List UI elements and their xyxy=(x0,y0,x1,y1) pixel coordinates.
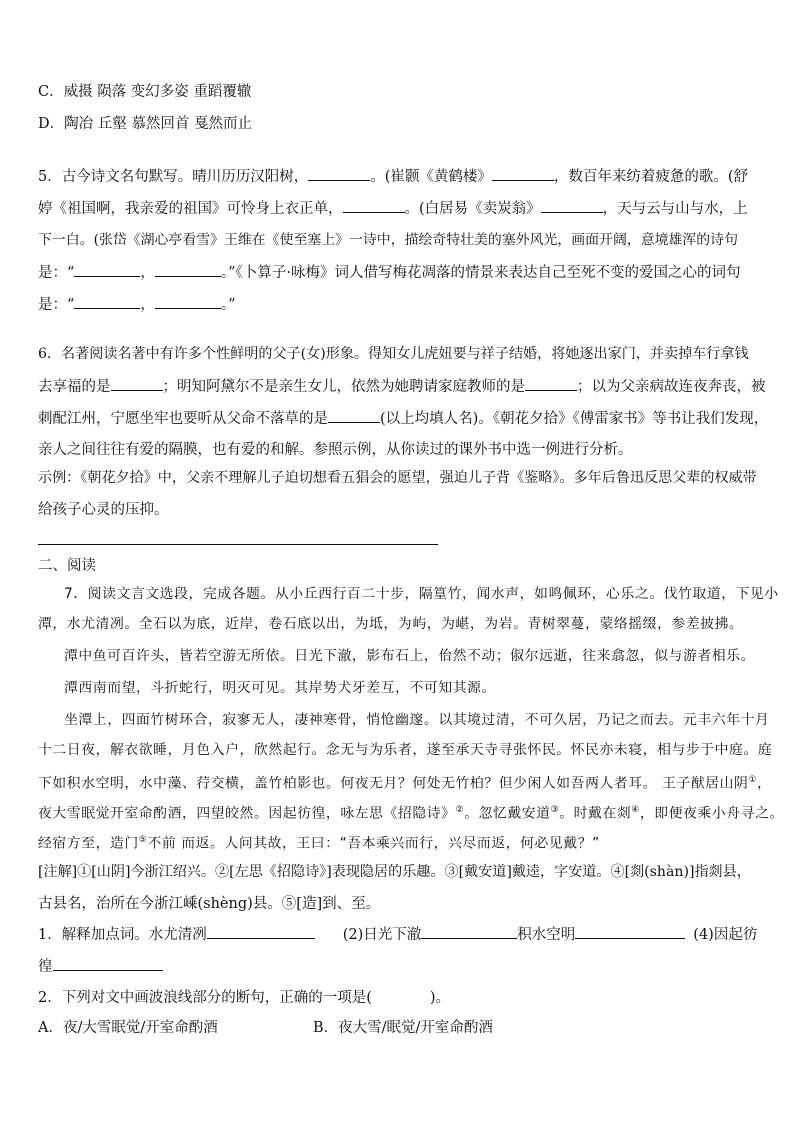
option-d: D．陶冶 丘壑 慕然回首 戛然而止 xyxy=(38,116,252,132)
q5-line-4 xyxy=(38,262,758,283)
question-text: )。 xyxy=(429,990,451,1006)
q6-line-4: 亲人之间往往有爱的隔膜，也有爱的和解。参照示例，从你读过的课外书中选一例进行分析。 xyxy=(38,442,633,458)
passage-line-8 xyxy=(38,800,784,824)
q5-line-2 xyxy=(38,198,758,219)
q6-line-3 xyxy=(38,408,769,429)
answer-blank[interactable] xyxy=(492,166,554,181)
q6-text: (以上均填人名)。《朝花夕拾》《傅雷家书》等书让我们发现， xyxy=(380,411,769,427)
q5-text: ， xyxy=(140,265,155,281)
notes-line-1: [注解]①[山阴]今浙江绍兴。②[左思《招隐诗》]表现隐居的乐趣。③[戴安道]戴逵，字安道。④[剡(shàn)]指剡县， xyxy=(38,864,751,880)
answer-blank[interactable] xyxy=(155,294,221,309)
q6-text: ；以为父亲病故连夜奔丧，被 xyxy=(577,379,766,395)
question-text: 1．解释加点词。水尤清冽 xyxy=(38,927,207,943)
passage-text: 夜大雪眠觉开室命酌酒，四望皎然。因起彷徨，咏左思《招隐诗》 xyxy=(38,805,456,822)
passage-text: 。时戴在剡 xyxy=(559,805,632,822)
option-a[interactable]: A．夜/大雪眠觉/开室命酌酒 xyxy=(38,1020,218,1036)
answer-blank[interactable] xyxy=(74,262,140,277)
passage-text: ， xyxy=(757,775,772,792)
passage-text: 经宿方至，造门 xyxy=(38,835,139,852)
passage-line-1: 7．阅读文言文选段，完成各题。从小丘西行百二十步，隔篁竹，闻水声，如鸣佩环，心乐之。伐竹取道，下见小 xyxy=(64,586,779,602)
section-divider xyxy=(38,544,438,545)
q6-line-2 xyxy=(38,376,766,397)
answer-blank[interactable] xyxy=(328,408,380,423)
q5-text: 。”《卜算子·咏梅》词人借写梅花凋落的情景来表达自己至死不变的爱国之心的词句 xyxy=(220,265,741,281)
q5-text: 5．古今诗文名句默写。晴川历历汉阳树， xyxy=(38,169,309,185)
answer-blank[interactable] xyxy=(541,198,603,213)
footnote-mark: ⑤ xyxy=(138,835,148,845)
passage-text: ，即便夜乘小舟寻之。 xyxy=(639,805,784,822)
answer-blank[interactable] xyxy=(575,924,685,939)
question-2 xyxy=(38,988,758,1008)
passage-line-7 xyxy=(38,770,772,794)
question-text: 积水空明 xyxy=(517,927,576,943)
passage-line-2: 潭，水尤清冽。全石以为底，近岸，卷石底以出，为坻，为屿，为嵁，为岩。青树翠蔓，蒙络摇缀，参差披拂。 xyxy=(38,616,744,632)
footnote-mark: ① xyxy=(748,775,758,785)
q5-text: ，天与云与山与水，上 xyxy=(602,201,748,217)
section-heading: 二、阅读 xyxy=(38,558,96,574)
question-text: (2)日光下澈 xyxy=(342,927,422,943)
footnote-mark: ④ xyxy=(631,805,640,815)
q5-text: 。” xyxy=(220,297,236,313)
answer-blank[interactable] xyxy=(308,166,370,181)
answer-blank[interactable] xyxy=(74,294,140,309)
footnote-mark: ② xyxy=(455,805,465,815)
passage-text: 不前 而返。人问其故，王曰：“吾本乘兴而行，兴尽而返，何必见戴？” xyxy=(147,835,600,852)
passage-line-6: 十二日夜，解衣欲睡，月色入户，欣然起行。念无与为乐者，遂至承天寺寻张怀民。怀民亦未寝，相与步于中庭。庭 xyxy=(38,742,773,758)
q5-line-3: 下一白。(张岱《湖心亭看雪》王维在《使至塞上》一诗中，描绘奇特壮美的塞外风光，画面开阔，意境雄浑的诗句 xyxy=(38,232,738,248)
answer-blank[interactable] xyxy=(111,376,163,391)
notes-line-2: 古县名，治所在今浙江嵊(shèng)县。⑤[造]到、至。 xyxy=(38,896,381,912)
passage-line-3: 潭中鱼可百许头，皆若空游无所依。日光下澈，影布石上，佁然不动；俶尔远逝，往来翕忽，似与游者相乐。 xyxy=(64,648,756,664)
answer-blank[interactable] xyxy=(421,924,517,939)
answer-blank[interactable] xyxy=(207,924,315,939)
q5-text: 婷《祖国啊，我亲爱的祖国》可怜身上衣正单， xyxy=(38,201,343,217)
q5-text: ，数百年来纺着疲惫的歌。(舒 xyxy=(553,169,749,185)
question-1-line-2 xyxy=(38,956,758,977)
q6-text: 去享福的是 xyxy=(38,379,111,395)
q6-text: 刺配江州，宁愿坐牢也要听从父命不落草的是 xyxy=(38,411,328,427)
option-c: C．威摄 陨落 变幻多姿 重蹈覆辙 xyxy=(38,84,252,100)
answer-blank[interactable] xyxy=(343,198,405,213)
answer-blank[interactable] xyxy=(53,956,163,971)
q6-example-2: 给孩子心灵的压抑。 xyxy=(38,502,169,518)
q5-line-5 xyxy=(38,294,758,315)
question-text: 徨 xyxy=(38,959,53,975)
q5-line-1 xyxy=(38,166,758,187)
option-b[interactable]: B．夜大雪/眠觉/开室命酌酒 xyxy=(313,1020,493,1036)
q5-text: 。(崔颢《黄鹤楼》 xyxy=(370,169,492,185)
question-text: (4)因起彷 xyxy=(693,927,758,943)
q5-text: 。(白居易《卖炭翁》 xyxy=(404,201,541,217)
options-ab xyxy=(38,1018,758,1038)
passage-line-5: 坐潭上，四面竹树环合，寂寥无人，凄神寒骨，悄怆幽邃。以其境过清，不可久居，乃记之而去。元丰六年十月 xyxy=(64,712,770,728)
question-text: 2．下列对文中画波浪线部分的断句，正确的一项是( xyxy=(38,990,372,1006)
q6-example-1: 示例：《朝花夕拾》中，父亲不理解儿子迫切想看五猖会的愿望，强迫儿子背《鉴略》。多年后鲁迅反思父辈的权威带 xyxy=(38,470,757,486)
passage-text: 。忽忆戴安道 xyxy=(464,805,551,822)
q5-text: ， xyxy=(140,297,155,313)
q6-line-1: 6．名著阅读名著中有许多个性鲜明的父子(女)形象。得知女儿虎妞要与祥子结婚，将她逐出家门，并卖掉车行拿钱 xyxy=(38,346,749,362)
passage-text: 下如积水空明，水中藻、荇交横，盖竹柏影也。何夜无月？何处无竹柏？但少闲人如吾两人者耳。 王子猷居山阴 xyxy=(38,775,749,792)
answer-blank[interactable] xyxy=(525,376,577,391)
question-1-line-1 xyxy=(38,924,758,945)
passage-line-9 xyxy=(38,830,758,854)
passage-line-4: 潭西南而望，斗折蛇行，明灭可见。其岸势犬牙差互，不可知其源。 xyxy=(64,680,496,696)
answer-blank[interactable] xyxy=(155,262,221,277)
footnote-mark: ③ xyxy=(550,805,560,815)
q5-text: 是：“ xyxy=(38,297,75,313)
q6-text: ；明知阿黛尔不是亲生女儿，依然为她聘请家庭教师的是 xyxy=(162,379,525,395)
q5-text: 是：“ xyxy=(38,265,75,281)
